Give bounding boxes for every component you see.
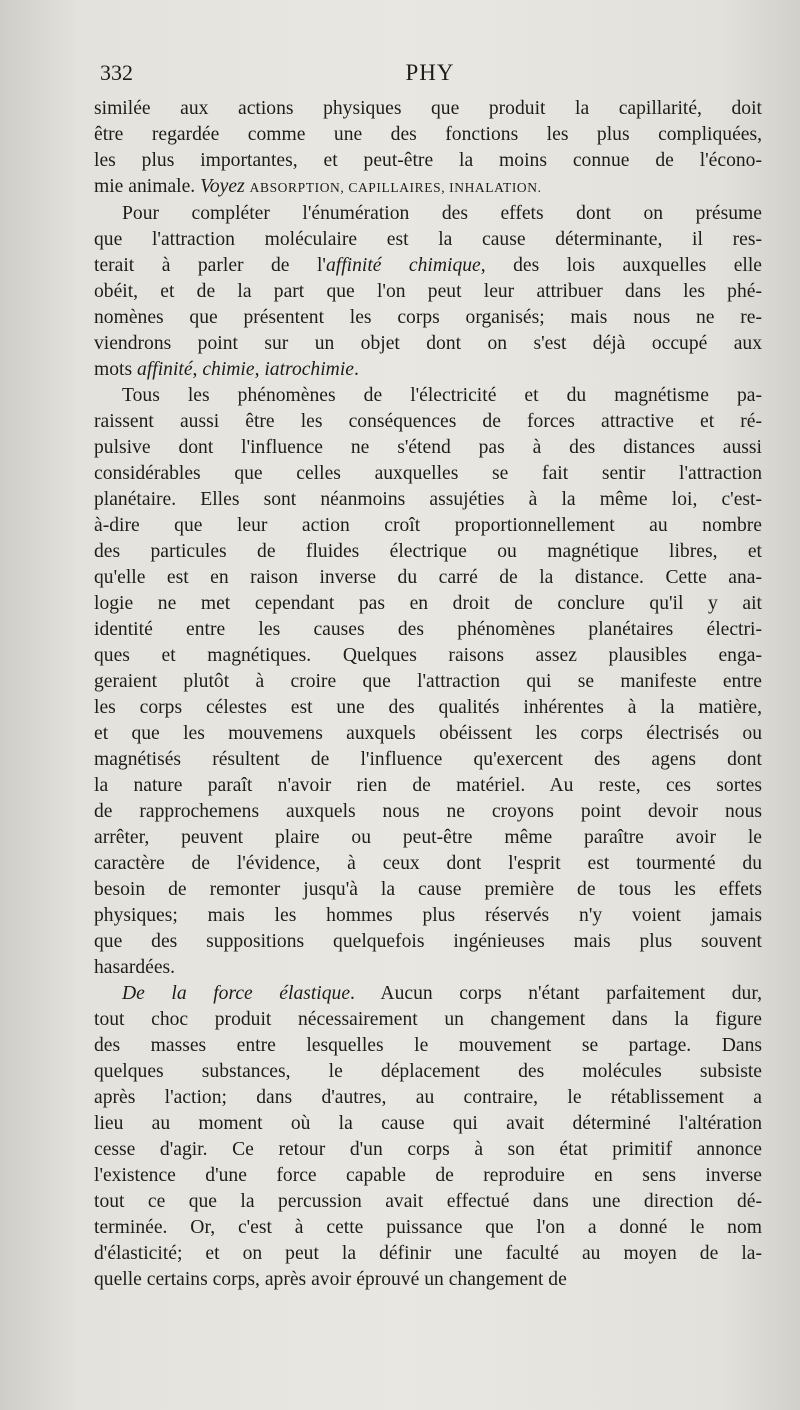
italic-text: iatrochimie [264, 359, 354, 380]
text-line: tout ce que la percussion avait effectué dans une direction dé- [94, 1191, 762, 1212]
body-text [94, 96, 762, 1293]
text-line: caractère de l'évidence, à ceux dont l'esprit est tourmenté du [94, 853, 762, 874]
text-line: lieu au moment où la cause qui avait déterminé l'altération [94, 1113, 762, 1134]
text-line: identité entre les causes des phénomènes planétaires électri- [94, 619, 762, 640]
text-segment: . [353, 359, 359, 380]
page-number: 332 [100, 60, 133, 85]
text-line: obéit, et de la part que l'on peut leur attribuer dans les phé- [94, 281, 762, 302]
text-line: l'existence d'une force capable de reproduire en sens inverse [94, 1165, 762, 1186]
text-line: cesse d'agir. Ce retour d'un corps à son état primitif annonce [94, 1139, 762, 1160]
running-title: PHY [405, 60, 455, 85]
text-line [94, 357, 762, 383]
text-line [94, 174, 762, 201]
text-line: tout choc produit nécessairement un changement dans la figure [94, 1009, 762, 1030]
text-line: raissent aussi être les conséquences de forces attractive et ré- [94, 411, 762, 432]
italic-text: chimie [202, 359, 255, 380]
text-line: ques et magnétiques. Quelques raisons assez plausibles enga- [94, 645, 762, 666]
text-line: quelle certains corps, après avoir éprouvé un changement de [94, 1269, 567, 1290]
text-line: les corps célestes est une des qualités inhérentes à la matière, [94, 697, 762, 718]
page-header [100, 60, 760, 96]
text-line: d'élasticité; et on peut la définir une faculté au moyen de la- [94, 1243, 762, 1264]
text-line: magnétisés résultent de l'influence qu'exercent des agens dont [94, 749, 762, 770]
text-line: logie ne met cependant pas en droit de conclure qu'il y ait [94, 593, 762, 614]
text-line: besoin de remonter jusqu'à la cause première de tous les effets [94, 879, 762, 900]
text-line [94, 981, 762, 1007]
paragraph [94, 383, 762, 981]
text-line: des particules de fluides électrique ou magnétique libres, et [94, 541, 762, 562]
text-line: viendrons point sur un objet dont on s'est déjà occupé aux [94, 333, 762, 354]
text-line: planétaire. Elles sont néanmoins assujéties à la même loi, c'est- [94, 489, 762, 510]
text-line: arrêter, peuvent plaire ou peut-être même paraître avoir le [94, 827, 762, 848]
italic-text: Voyez [200, 176, 245, 197]
small-caps-text: ABSORPTION, CAPILLAIRES, INHALATION. [249, 180, 542, 195]
text-segment: , [254, 359, 265, 380]
paragraph [94, 981, 762, 1293]
text-segment: mie animale. [94, 176, 201, 197]
text-segment: , [192, 359, 203, 380]
text-line: que l'attraction moléculaire est la cause déterminante, il res- [94, 229, 762, 250]
text-line: geraient plutôt à croire que l'attraction qui se manifeste entre [94, 671, 762, 692]
text-line: les plus importantes, et peut-être la moins connue de l'écono- [94, 150, 762, 171]
text-segment: . Aucun corps n'étant parfaitement dur, [350, 983, 762, 1004]
paragraph [94, 201, 762, 383]
text-line: être regardée comme une des fonctions les plus compliquées, [94, 124, 762, 145]
text-line: qu'elle est en raison inverse du carré de la distance. Cette ana- [94, 567, 762, 588]
paragraph [94, 96, 762, 201]
text-segment: , des lois auxquelles elle [480, 255, 762, 276]
italic-text: affinité chimique [325, 255, 481, 276]
text-line: après l'action; dans d'autres, au contraire, le rétablissement a [94, 1087, 762, 1108]
italic-text: affinité [137, 359, 193, 380]
text-line: Tous les phénomènes de l'électricité et du magnétisme pa- [122, 385, 762, 406]
text-segment: terait à parler de l' [94, 255, 326, 276]
text-line: que des suppositions quelquefois ingénieuses mais plus souvent [94, 931, 762, 952]
text-line: Pour compléter l'énumération des effets dont on présume [122, 203, 762, 224]
text-line: et que les mouvemens auxquels obéissent les corps électrisés ou [94, 723, 762, 744]
text-line: à-dire que leur action croît proportionnellement au nombre [94, 515, 762, 536]
italic-text: De la force élastique [122, 983, 351, 1004]
text-line: physiques; mais les hommes plus réservés n'y voient jamais [94, 905, 762, 926]
text-line: la nature paraît n'avoir rien de matériel. Au reste, ces sortes [94, 775, 762, 796]
text-line: quelques substances, le déplacement des molécules subsiste [94, 1061, 762, 1082]
text-line [94, 253, 762, 279]
text-line: nomènes que présentent les corps organisés; mais nous ne re- [94, 307, 762, 328]
text-line: terminée. Or, c'est à cette puissance que l'on a donné le nom [94, 1217, 762, 1238]
text-line: similée aux actions physiques que produit la capillarité, doit [94, 98, 762, 119]
text-line: de rapprochemens auxquels nous ne croyons point devoir nous [94, 801, 762, 822]
text-segment: mots [94, 359, 138, 380]
text-line: considérables que celles auxquelles se fait sentir l'attraction [94, 463, 762, 484]
text-line: des masses entre lesquelles le mouvement se partage. Dans [94, 1035, 762, 1056]
text-line: pulsive dont l'influence ne s'étend pas à des distances aussi [94, 437, 762, 458]
text-line: hasardées. [94, 957, 176, 978]
